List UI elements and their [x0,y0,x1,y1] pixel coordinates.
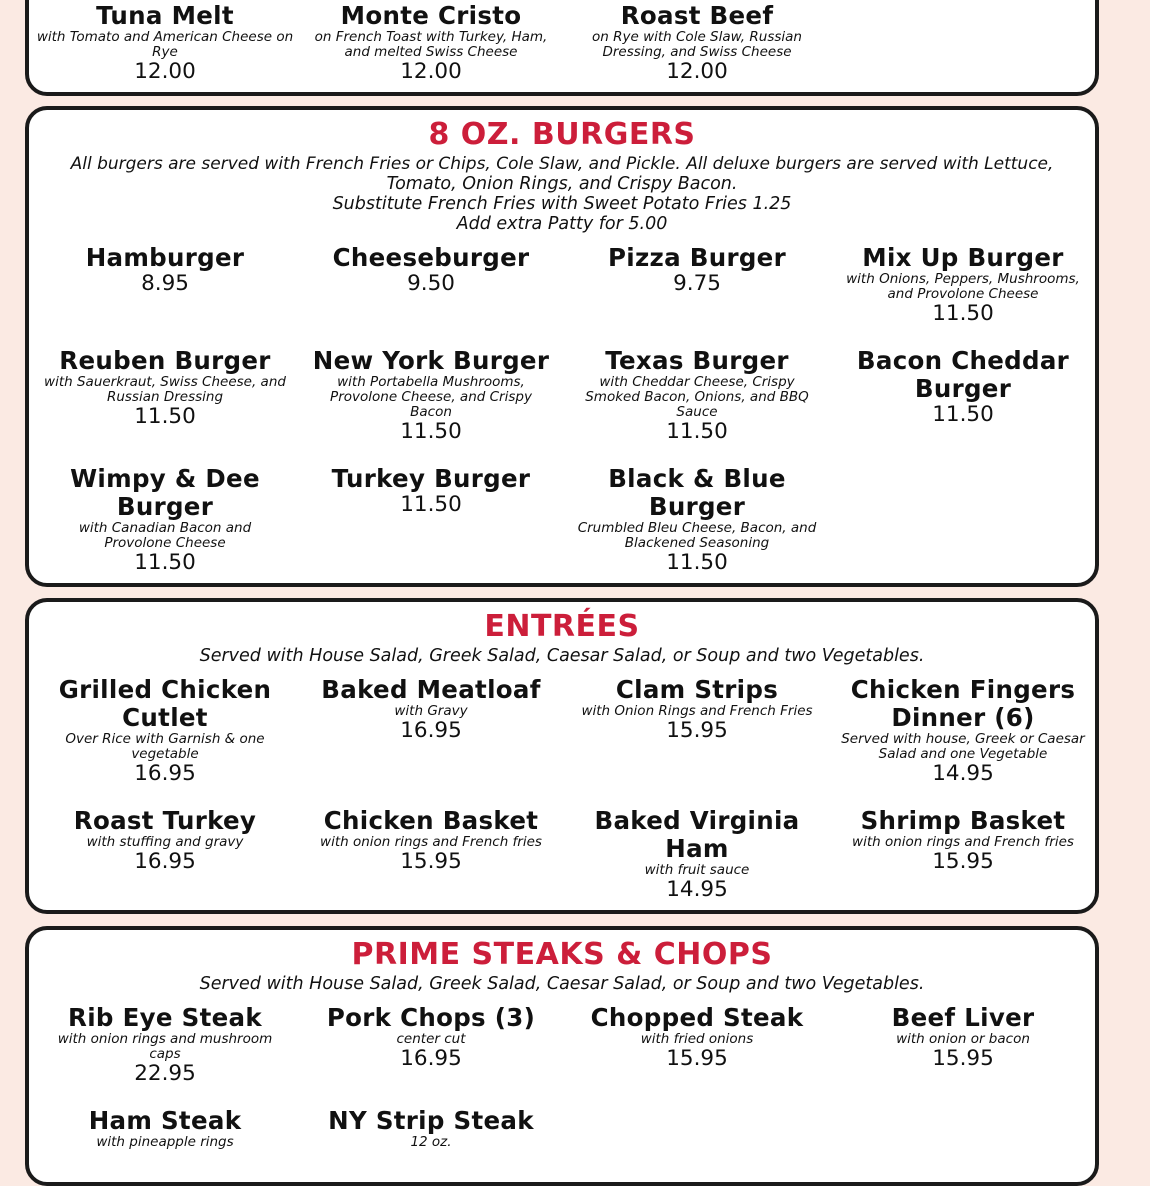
menu-item [301,1107,561,1150]
item-name: Pizza Burger [608,243,786,272]
item-name: Texas Burger [605,346,789,375]
menu-item [35,1107,295,1150]
item-price: 12.00 [400,59,462,84]
description-line: All burgers are served with French Fries or Chips, Cole Slaw, and Pickle. All deluxe burgers are served with Lettuce, [70,154,1054,174]
sandwiches-panel [25,0,1099,96]
menu-item [567,1004,827,1071]
item-price: 9.50 [407,271,455,296]
section-description: Served with House Salad, Greek Salad, Caesar Salad, or Soup and two Vegetables. [199,974,925,994]
menu-item [35,347,295,429]
menu-item [567,244,827,296]
menu-item [833,244,1093,326]
item-name: Baked Virginia Ham [594,806,800,863]
burgers-panel [25,106,1099,587]
item-name: Chicken Fingers Dinner (6) [850,675,1076,732]
menu-item [567,676,827,743]
item-name: Rib Eye Steak [68,1003,262,1032]
item-price: 14.95 [932,761,994,786]
description-line: Add extra Patty for 5.00 [456,214,668,234]
menu-item [833,1004,1093,1071]
item-desc: with onion rings and French fries [320,834,542,850]
item-name: Mix Up Burger [862,243,1064,272]
item-name: Hamburger [85,243,245,272]
item-price: 15.95 [666,718,728,743]
item-name: Bacon Cheddar Burger [856,346,1070,403]
item-name: Cheeseburger [332,243,530,272]
menu-item [567,465,827,575]
description-line: Substitute French Fries with Sweet Potato Fries 1.25 [332,194,792,214]
item-name: Wimpy & Dee Burger [70,464,260,521]
item-price: 16.95 [134,761,196,786]
menu-item [833,347,1093,427]
item-desc: Over Rice with Garnish & one vegetable [65,731,265,762]
item-name: Chopped Steak [590,1003,804,1032]
item-desc: with onion rings and mushroom caps [57,1031,273,1062]
item-price: 9.75 [673,271,721,296]
entrees-panel [25,598,1099,914]
item-desc: with Sauerkraut, Swiss Cheese, and Russian Dressing [44,374,286,405]
item-desc: with onion or bacon [896,1031,1030,1047]
menu-item [301,676,561,743]
section-title: 8 OZ. BURGERS [428,117,696,152]
item-desc: 12 oz. [410,1134,452,1150]
item-price: 11.50 [134,550,196,575]
item-desc: with onion rings and French fries [852,834,1074,850]
item-name: Beef Liver [891,1003,1035,1032]
item-name: Shrimp Basket [860,806,1066,835]
menu-item [35,676,295,786]
item-name: Black & Blue Burger [608,464,786,521]
menu-item [35,244,295,296]
menu-item [833,676,1093,786]
section-title: PRIME STEAKS & CHOPS [351,937,773,972]
item-price: 11.50 [400,492,462,517]
menu-item [301,244,561,296]
menu-item [301,347,561,444]
item-price: 12.00 [134,59,196,84]
menu-item [35,465,295,575]
item-price: 15.95 [932,849,994,874]
menu-item [833,807,1093,874]
item-price: 16.95 [134,849,196,874]
steaks-panel [25,926,1099,1186]
item-price: 12.00 [666,59,728,84]
menu-item [301,2,561,84]
description-line: Tomato, Onion Rings, and Crispy Bacon. [386,174,738,194]
item-desc: with fruit sauce [644,862,750,878]
item-name: Ham Steak [88,1106,242,1135]
menu-item [567,2,827,84]
item-name: Tuna Melt [96,1,234,30]
item-desc: with Onion Rings and French Fries [581,703,813,719]
item-price: 15.95 [932,1046,994,1071]
menu-item [35,1004,295,1086]
item-price: 11.50 [666,419,728,444]
item-price: 11.50 [932,402,994,427]
item-desc: with Canadian Bacon and Provolone Cheese [78,520,252,551]
section-title: ENTRÉES [484,609,640,644]
item-name: Turkey Burger [331,464,531,493]
item-name: Chicken Basket [323,806,539,835]
menu-item [35,2,295,84]
item-name: NY Strip Steak [328,1106,534,1135]
item-price: 11.50 [666,550,728,575]
item-desc: center cut [396,1031,466,1047]
item-desc: on French Toast with Turkey, Ham, and melted Swiss Cheese [314,29,548,60]
item-desc: with Tomato and American Cheese on Rye [36,29,294,60]
item-desc: with Portabella Mushrooms, Provolone Cheese, and Crispy Bacon [330,374,532,420]
item-price: 8.95 [141,271,189,296]
item-desc: with Cheddar Cheese, Crispy Smoked Bacon, Onions, and BBQ Sauce [585,374,809,420]
item-price: 11.50 [932,301,994,326]
item-desc: on Rye with Cole Slaw, Russian Dressing, and Swiss Cheese [592,29,802,60]
section-description: Served with House Salad, Greek Salad, Caesar Salad, or Soup and two Vegetables. [199,646,925,666]
item-name: Roast Beef [620,1,774,30]
item-price: 11.50 [400,419,462,444]
item-desc: Crumbled Bleu Cheese, Bacon, and Blackened Seasoning [577,520,817,551]
item-price: 14.95 [666,877,728,902]
item-price: 15.95 [666,1046,728,1071]
menu-item [301,465,561,517]
item-price: 15.95 [400,849,462,874]
item-name: Reuben Burger [59,346,271,375]
item-name: Monte Cristo [340,1,522,30]
item-price: 22.95 [134,1061,196,1086]
item-name: Roast Turkey [73,806,257,835]
item-desc: with Onions, Peppers, Mushrooms, and Provolone Cheese [846,271,1080,302]
item-desc: with Gravy [394,703,468,719]
item-desc: with pineapple rings [96,1134,234,1150]
menu-item [567,807,827,902]
item-desc: with fried onions [640,1031,754,1047]
menu-item [35,807,295,874]
menu-item [301,807,561,874]
item-price: 16.95 [400,1046,462,1071]
item-name: Baked Meatloaf [321,675,541,704]
item-price: 11.50 [134,404,196,429]
item-desc: Served with house, Greek or Caesar Salad and one Vegetable [841,731,1085,762]
menu-item [301,1004,561,1071]
menu-item [567,347,827,444]
item-desc: with stuffing and gravy [86,834,244,850]
item-name: Clam Strips [615,675,779,704]
item-price: 16.95 [400,718,462,743]
item-name: Grilled Chicken Cutlet [58,675,272,732]
item-name: Pork Chops (3) [326,1003,536,1032]
item-name: New York Burger [312,346,550,375]
